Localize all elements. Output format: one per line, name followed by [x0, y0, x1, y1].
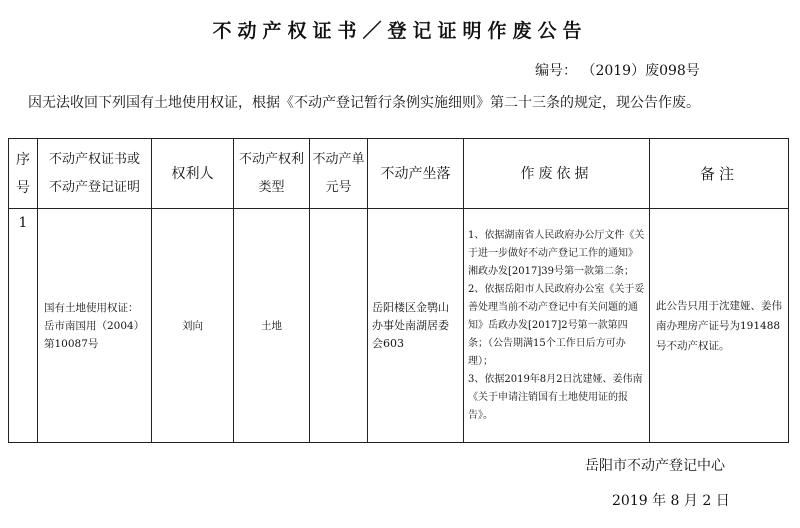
row-holder: 刘向	[152, 209, 234, 443]
header-certificate	[38, 139, 152, 209]
header-unit-no-line2: 元号	[325, 179, 352, 195]
header-unit-no	[310, 139, 368, 209]
header-holder: 权利人	[152, 139, 234, 209]
row-location: 岳阳楼区金鹗山办事处南湖居委会603	[368, 209, 464, 443]
document-number: 编号： （2019）废098号	[535, 63, 700, 79]
header-right-type-line2: 类型	[258, 179, 285, 195]
header-location: 不动产坐落	[368, 139, 464, 209]
row-certificate: 国有土地使用权证：岳市南国用（2004）第10087号	[38, 209, 152, 443]
issue-date: 2019 年 8 月 2 日	[612, 493, 730, 509]
notice-text: 因无法收回下列国有土地使用权证，根据《不动产登记暂行条例实施细则》第二十三条的规定，现公告作废。	[28, 95, 700, 111]
row-seq: 1	[9, 209, 38, 443]
basis-item-3: 3、依据2019年8月2日沈建娅、姜伟南《关于申请注销国有土地使用证的报告》。	[468, 373, 643, 421]
basis-item-2: 2、依据岳阳市人民政府办公室《关于妥善处理当前不动产登记中有关问题的通知》岳政办发[2017]2号第一款第四条；（公告期满15个工作日后方可办理）；	[468, 283, 645, 367]
header-seq-line2: 号	[16, 179, 30, 196]
table-header-row	[9, 139, 789, 209]
row-unit-no	[310, 209, 368, 443]
table-row	[9, 209, 789, 443]
notice-title: 不动产权证书／登记证明作废公告	[212, 20, 588, 42]
row-basis	[464, 209, 650, 443]
basis-item-1: 1、依据湖南省人民政府办公厅文件《关于进一步做好不动产登记工作的通知》湘政办发[2017]39号第一款第二条；	[468, 229, 645, 277]
issuing-organization: 岳阳市不动产登记中心	[585, 458, 725, 474]
header-unit-no-line1: 不动产单	[312, 151, 365, 167]
void-certificate-table	[8, 138, 789, 443]
header-seq-line1: 序	[16, 151, 30, 168]
header-right-type-line1: 不动产权利	[238, 151, 304, 167]
header-certificate-line2: 不动产登记证明	[48, 179, 140, 195]
header-certificate-line1: 不动产权证书或	[48, 151, 140, 167]
header-right-type	[234, 139, 310, 209]
row-right-type: 土地	[234, 209, 310, 443]
header-basis: 作废依据	[464, 139, 650, 209]
header-seq	[9, 139, 38, 209]
row-remark: 此公告只用于沈建娅、姜伟南办理房产证号为191488号不动产权证。	[650, 209, 789, 443]
header-remark: 备注	[650, 139, 789, 209]
